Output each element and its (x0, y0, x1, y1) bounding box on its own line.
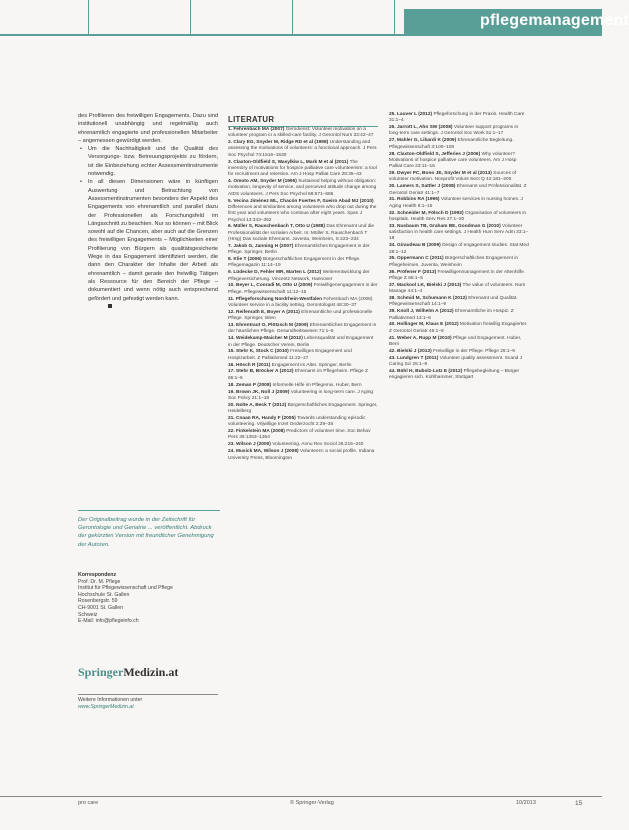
publication-note: Der Originalbeitrag wurde in der Zeitschrift für Gerontologie und Geriatrie ... veröffentlicht. Abdruck der gekürzten Version mit freundlicher Genehmigung der Autoren. (78, 510, 220, 549)
reference-authors: 4. Omoto AM, Snyder M (1995) (228, 179, 297, 185)
reference-authors: 35. Oppermann C (2011) (389, 256, 444, 262)
reference-text: Pflegebegleitung – Bürger engagieren sich. Kohlhammer, Stuttgart (389, 368, 520, 381)
reference-entry (389, 369, 529, 382)
reference-text: Bürgerschaftliches Engagement in Pflegeheimen. Juventa, Weinheim (389, 256, 519, 268)
reference-text: Ehrenamtliche im Hospiz. Z Palliativmed 13:1–6 (389, 309, 514, 321)
header-rule (0, 34, 602, 36)
reference-text: Volunteers: a social profile. Indiana University Press, Bloomington (228, 449, 375, 461)
reference-entry (389, 184, 529, 197)
reference-text: Sources of volunteer motivation. Nonprofit Volunt Sect Q 42:181–205 (389, 171, 517, 183)
correspondence-line: Institut für Pflegewissenschaft und Pflege (78, 585, 173, 592)
reference-authors: 38. Schmid M, Schumann K (2012) (389, 296, 467, 302)
reference-authors: 16. Hösch R (2011) (228, 362, 271, 368)
reference-entry (389, 243, 529, 256)
reference-text: Ehrenamtliche Begleitung. Pflegewissenschaft 3:100–108 (389, 138, 514, 150)
reference-text: Ehrenamt und Professionalität. Z Gerontol Geriatr 41:1–7 (389, 184, 527, 196)
reference-entry (228, 442, 378, 448)
reference-authors: 33. Nusbaum TB, Graham BE, Goodman G (2010) (389, 223, 501, 229)
reference-entry (389, 356, 529, 369)
reference-authors: 1. Fehrenbach MA (2007) (228, 127, 285, 132)
reference-authors: 25. Lauver L (2012) (389, 112, 433, 117)
reference-authors: 10. Beyer L, Conradi M, Otto U (2009) (228, 283, 313, 289)
reference-entry (228, 179, 378, 198)
reference-entry (389, 125, 529, 138)
web-info-label: Weitere Informationen unter (78, 697, 143, 703)
reference-entry (228, 127, 378, 140)
reference-entry (389, 349, 529, 355)
reference-authors: 27. Mahler G, Libardi K (2009) (389, 138, 457, 144)
reference-authors: 44. Bühl H, Bubolz-Lutz E (2012) (389, 368, 463, 374)
correspondence-heading: Korrespondenz (78, 572, 117, 578)
correspondence-line: CH-9001 St. Gallen (78, 604, 123, 611)
reference-text: Design of engagement studies. Stat Med 28:1–12 (389, 243, 529, 255)
reference-text: Volunteering. Annu Rev Sociol 26:215–240 (272, 442, 364, 448)
literature-heading: LITERATUR (228, 115, 378, 127)
reference-entry (228, 390, 378, 403)
reference-list-middle (228, 127, 378, 462)
reference-text: Understanding and assessing the motivations of volunteers: a functional approach. J Pers Soc Psychol 74:1516–1530 (228, 140, 377, 158)
reference-authors: 7. Jakob G, Janning H (2007) (228, 243, 294, 249)
reference-authors: 32. Schneider M, Fölsch D (1992) (389, 210, 464, 216)
reference-authors: 21. Cnaan RA, Handy F (2005) (228, 415, 296, 421)
reference-text: Das Ehrenamt und die Professionalität der sozialen Arbeit. In: Müller S, Rauschenbach T (Hrsg) Das soziale Ehrenamt. Juventa, Weinheim, S 223–234 (228, 224, 375, 243)
reference-entry (389, 309, 529, 322)
reference-authors: 12. Reifenrath E, Boyer A (2011) (228, 309, 300, 315)
correspondence-block (78, 572, 218, 625)
header-divider (394, 0, 395, 34)
springermedizin-logo (78, 663, 218, 685)
reference-authors: 5. Vecina Jiménez ML, Chacón Fuertes F, Sueiro Abad MJ (2010) (228, 198, 374, 204)
footer-rule (0, 796, 602, 797)
reference-text: Engagement im Alter. Springer, Berlin (271, 362, 352, 368)
reference-text: Volunteer quality assessment. Scand J Caring Sci 25:1–8 (389, 355, 523, 367)
reference-entry (389, 152, 529, 171)
reference-authors: 20. Nolte A, Beck T (2012) (228, 402, 287, 408)
reference-text: The value of volunteers. Nurs Manage 44:1–4 (389, 282, 526, 295)
reference-text: Ehrenamtliches Engagement in der häuslichen Pflege. Gesundheitswesen 71:1–5 (228, 323, 377, 335)
reference-text: Ehrenamt im Pflegeheim. Pflege Z 65:1–6 (228, 369, 368, 381)
reference-entry (228, 224, 378, 243)
reference-authors: 8. Klie T (2006) (228, 257, 262, 263)
header-divider (292, 0, 293, 34)
header-divider (88, 0, 89, 34)
reference-entry (228, 383, 378, 389)
reference-authors: 34. Giraudeau B (2009) (389, 243, 441, 249)
reference-text: Volunteer support programs in long-term care settings. J Gerontol Soc Work 51:1–17 (389, 125, 519, 137)
reference-text: Bürgerschaftliches Engagement. Springer, Heidelberg (228, 402, 378, 415)
reference-text: Ehrenamtliches Engagement in der Pflege. Springer, Berlin (228, 243, 370, 256)
web-info-block (78, 694, 218, 711)
reference-entry (389, 138, 529, 151)
correspondence-line: Schweiz (78, 611, 98, 618)
end-mark (108, 304, 112, 308)
reference-authors: 18. Zeman P (2008) (228, 382, 272, 388)
reference-authors: 11. Pflegeforschung Nordrhein-Westfalen (228, 296, 323, 302)
reference-entry (228, 369, 378, 382)
reference-entry (228, 429, 378, 442)
reference-entry (228, 297, 378, 310)
reference-text: Ehrenamtliche und professionelle Pflege. Springer, Wien (228, 309, 373, 322)
reference-text: Freiwillige in der Pflege. Pflege 26:1–9 (433, 348, 515, 354)
reference-entry (389, 224, 529, 243)
footer-journal: pro care (78, 800, 99, 806)
reference-entry (228, 270, 378, 283)
logo-part-springer: Springer (78, 665, 124, 679)
reference-entry (389, 112, 529, 125)
reference-text: Volunteering in long-term care. J Aging Soc Policy 21:1–18 (228, 389, 374, 401)
reference-authors: 24. Musick MA, Wilson J (2008) (228, 449, 299, 455)
reference-authors: 17. Stehr B, Bröcker A (2012) (228, 369, 294, 375)
reference-authors: 9. Lüdecke D, Fehler MR, Marten L (2012) (228, 270, 322, 276)
reference-text: Freiwilligenengagement in der Pflege. Pflegewissenschaft 11:12–15 (228, 283, 378, 295)
correspondence-line: Hochschule St. Gallen (78, 591, 130, 598)
reference-text: Lebensqualität und Engagement in der Pflege. Deutscher Verein, Berlin (228, 336, 374, 348)
reference-authors: 29. Dwyer PC, Bono JE, Snyder M et al (2013) (389, 171, 492, 177)
reference-entry (228, 449, 378, 462)
reference-authors: 40. Hollinger M, Klaus E (2012) (389, 322, 459, 328)
footer-issue: 10/2013 (516, 800, 536, 806)
reference-authors: 42. Bielski J (2013) (389, 348, 432, 354)
reference-authors: 41. Weber A, Rupp M (2010) (389, 335, 452, 341)
reference-authors: 14. Weidekamp-Maicher M (2012) (228, 336, 303, 342)
reference-text: Why volunteer? Motivations of hospice palliative care volunteers. Am J Hosp Palliat Care 23:11–16 (389, 151, 517, 170)
bullet-item: • Um die Nachhaltigkeit und die Qualität des Versorgungs- bzw. Betreuungsprojekts zu fördern, ist die Einbeziehung echter Assessmentinstrumente notwendig. (78, 145, 218, 178)
reference-entry (389, 256, 529, 269)
reference-authors: 28. Claxton-Oldfield S, Jefferies J (2006) (389, 151, 481, 157)
reference-entry (228, 363, 378, 369)
reference-entry (228, 244, 378, 257)
reference-text: Fehrenbach MA (2008) Volunteer service in a facility setting. Gerontologist 48:30–37 (228, 296, 373, 308)
reference-entry (389, 197, 529, 210)
reference-authors: 26. Jarrott L, Ahn SW (2008) (389, 125, 453, 131)
reference-entry (228, 160, 378, 179)
reference-authors: 19. Brown JK, Noll J (2009) (228, 389, 290, 395)
reference-text: Volunteer satisfaction in health care settings. J Health Hum Serv Adm 33:1–18 (389, 223, 529, 242)
page-header (0, 0, 629, 38)
reference-authors: 3. Claxton-Oldfield S, Wasylkiw L, Mark M et al (2011) (228, 159, 349, 165)
reference-entry (228, 403, 378, 416)
reference-text: Motivation freiwillig Engagierter. Z Gerontol Geriatr 45:1–8 (389, 322, 528, 334)
reference-text: Weiterentwicklung der Pflegeversicherung. Vincentz Network, Hannover (228, 270, 370, 282)
reference-authors: 31. Robbins RA (1996) (389, 197, 440, 203)
reference-text: Bürgerschaftliches Engagement in der Pflege. Pflegemagazin 11:14–19 (228, 257, 361, 269)
reference-entry (228, 257, 378, 270)
reference-text: The inventory of motivations for hospice palliative care volunteerism: a tool for recruitment and retention. Am J Hosp Palliat Care 28:35–43 (228, 159, 377, 178)
section-title: pflegemanagement (480, 12, 629, 29)
reference-authors: 2. Clary EG, Snyder M, Ridge RD et al (1998) (228, 140, 329, 146)
page-number: 15 (575, 800, 583, 807)
reference-entry (389, 270, 529, 283)
reference-entry (389, 322, 529, 335)
reference-entry (228, 336, 378, 349)
reference-text: Ehrenamt und Qualität. Pflegewissenschaft 14:1–9 (389, 296, 518, 308)
web-link[interactable]: www.SpringerMedizin.at (78, 704, 134, 710)
reference-authors: 36. Pröfener F (2013) (389, 269, 437, 275)
reference-entry (389, 283, 529, 296)
reference-text: Towards understanding episodic volunteering. Vrijwillige Inzet Onderzocht 2:29–35 (228, 415, 366, 428)
reference-text: Organisation of volunteers in hospitals. Health Serv Res 27:1–20 (389, 210, 527, 222)
reference-text: Gerodienst: Volunteer motivation on a volunteer program in a skilled-care facility. J Gerontol Nurs 33:42–47 (228, 127, 374, 139)
reference-entry (228, 199, 378, 224)
correspondence-email[interactable]: E-Mail: info@pflegeinfo.ch (78, 618, 139, 625)
reference-entry (228, 349, 378, 362)
reference-entry (228, 140, 378, 159)
bullet-list (78, 145, 218, 303)
header-divider (190, 0, 191, 34)
reference-authors: 6. Müller S, Rauschenbach T, Otto U (1988) (228, 224, 326, 230)
reference-entry (389, 211, 529, 224)
logo-part-medizin: Medizin.at (123, 665, 179, 679)
correspondence-line: Prof. Dr. M. Pflege (78, 578, 121, 585)
reference-authors: 43. Lundgren T (2011) (389, 355, 439, 361)
reference-text: Freiwilligenmanagement in der Altenhilfe. Pflege Z 66:1–5 (389, 269, 526, 281)
reference-entry (389, 171, 529, 184)
reference-entry (228, 416, 378, 429)
intro-paragraph: des Profilieren des freiwilligen Engagements. Dazu sind institutionell unabhängig und regelmäßig auch ehrenamtlich engagierte und professionellen Mitarbeiter – angemessen gewürdigt werden. (78, 113, 218, 144)
reference-list-right (389, 112, 529, 382)
reference-authors: 23. Wilson J (2000) (228, 442, 271, 448)
reference-entry (389, 336, 529, 349)
reference-entry (228, 283, 378, 296)
reference-text: Pflege und Engagement. Huber, Bern (389, 335, 522, 347)
body-text-column (78, 112, 218, 311)
reference-authors: 37. Mackool LK, Bielski J (2013) (389, 282, 462, 288)
bullet-item: • In all diesen Dimensionen wäre in künftigen Auswertung und Betrachtung von Assessmentinstrumenten besonders der Aspekt des Engagements von ehrenamtlich und parallel dazu der Professionellen als Forschungsfeld im Längsschnitt zu beachten. Nur so können – mit Blick sowohl auf die Chancen, aber auch auf die Grenzen des freiwilligen Engagements – Möglichkeiten einer Profilierung von Bürgern als qualitätsgesicherte Wege in das Engagement identifiziert werden, die dann den Charakter der Inhalte der Arbeit als ehrenamtlich – damit gerade den freiwillig Tätigen als Ressource für den Bereich der Pflege – dokumentiert und wenn nötig auch entsprechend gefördert und gefestigt werden kann. (78, 178, 218, 302)
reference-authors: 30. Lamers S, Sattler J (2008) (389, 184, 456, 190)
reference-entry (228, 323, 378, 336)
reference-text: Freiwilliges Engagement und Hospizarbeit. Z Palliativmed 11:22–27 (228, 349, 352, 361)
reference-text: Sustained helping without obligation: motivation, longevity of service, and perceived attitude change among AIDS volunteers. J Pers Soc Psychol 68:671–686 (228, 179, 377, 197)
reference-text: Predictors of volunteer time. Soc Behav Pers 36:1353–1364 (228, 429, 371, 441)
reference-text: Informelle Hilfe im Pflegemix. Huber, Bern (272, 382, 362, 388)
reference-authors: 22. Finkelstein MA (2008) (228, 429, 285, 435)
reference-authors: 39. Knoll J, Wilhelm A (2012) (389, 309, 454, 315)
correspondence-line: Rosenbergstr. 59 (78, 598, 118, 605)
reference-entry (228, 310, 378, 323)
footer-publisher: © Springer-Verlag (290, 800, 334, 806)
reference-entry (389, 296, 529, 309)
reference-text: Volunteer services in nursing homes. J Aging Health 8:1–15 (389, 197, 523, 209)
reference-authors: 13. Ehrentraut O, Plötzsch M (2009) (228, 323, 309, 329)
reference-text: Pflegeforschung in der Praxis. Health Care 31:1–4 (389, 112, 525, 124)
reference-authors: 15. Stehr K, Stock C (2010) (228, 349, 289, 355)
reference-text: Differences and similarities among volunteers who drop out during the first year and volunteers who continue after eight years. Span J Psychol 13:343–352 (228, 204, 377, 223)
